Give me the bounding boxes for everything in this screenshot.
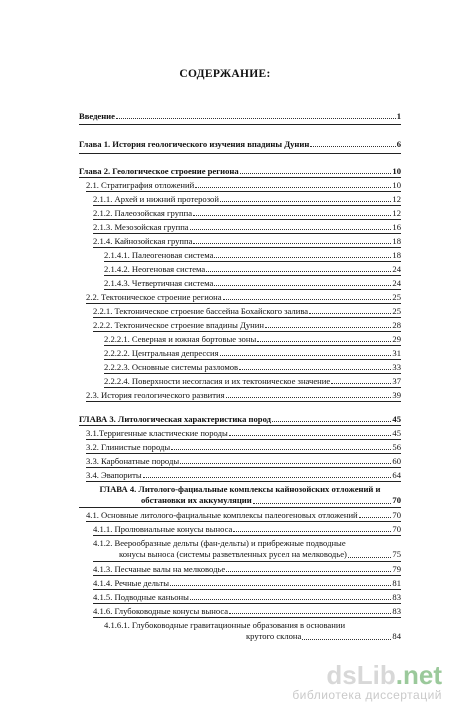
toc-entry-2-2-2-2[interactable]: 2.2.2.2. Центральная депрессия 31 — [104, 348, 401, 358]
toc-entry-2-2-1[interactable]: 2.2.1. Тектоническое строение бассейна Бохайского залива 25 — [93, 306, 401, 316]
watermark-logo: dsLib.net — [326, 660, 442, 690]
entry-underline — [104, 359, 401, 360]
toc-entry-2-1-4-1[interactable]: 2.1.4.1. Палеогеновая система 18 — [104, 250, 401, 260]
entry-underline — [93, 331, 401, 332]
entry-underline — [93, 603, 401, 604]
entry-underline — [93, 575, 401, 576]
entry-underline — [93, 589, 401, 590]
entry-label-line-1: 4.1.2. Веерообразные дельты (фан-дельты) и прибрежные подводные — [93, 538, 346, 548]
entry-underline — [86, 191, 401, 192]
entry-underline — [86, 303, 401, 304]
entry-underline — [93, 561, 401, 562]
entry-underline — [79, 425, 401, 426]
entry-underline — [86, 521, 401, 522]
entry-underline — [86, 401, 401, 402]
toc-entry-3-4[interactable]: 3.4. Эвапориты 64 — [86, 470, 401, 480]
toc-entry-4-1-6[interactable]: 4.1.6. Глубоководные конусы выноса 83 — [93, 606, 401, 616]
toc-entry-3-2[interactable]: 3.2. Глинистые породы 56 — [86, 442, 401, 452]
toc-entry-2-1-4[interactable]: 2.1.4. Кайнозойская группа 18 — [93, 236, 401, 246]
entry-label-line-2: обстановки их аккумуляции 70 — [141, 495, 401, 505]
entry-underline — [93, 233, 401, 234]
toc-entry-2-2-2[interactable]: 2.2.2. Тектоническое строение впадины Дунин 28 — [93, 320, 401, 330]
entry-underline — [104, 261, 401, 262]
toc-entry-2-1-4-2[interactable]: 2.1.4.2. Неогеновая система 24 — [104, 264, 401, 274]
entry-underline — [86, 439, 401, 440]
entry-underline — [93, 535, 401, 536]
toc-entry-2-3[interactable]: 2.3. История геологического развития 39 — [86, 390, 401, 400]
entry-underline — [104, 275, 401, 276]
entry-underline — [93, 617, 401, 618]
toc-entry-2-1-3[interactable]: 2.1.3. Мезозойская группа 16 — [93, 222, 401, 232]
watermark-subtitle: библиотека диссертаций — [292, 688, 442, 702]
entry-underline — [86, 453, 401, 454]
toc-entry-4-1-4[interactable]: 4.1.4. Речные дельты 81 — [93, 578, 401, 588]
section-divider — [79, 177, 401, 178]
entry-label-line-1: 4.1.6.1. Глубоководные гравитационные образования в основании — [104, 620, 346, 630]
entry-underline — [93, 219, 401, 220]
section-divider — [79, 124, 401, 125]
entry-underline — [104, 387, 401, 388]
toc-entry-4-1-3[interactable]: 4.1.3. Песчаные валы на мелководье 79 — [93, 564, 401, 574]
section-divider — [79, 153, 401, 154]
toc-entry-2-1[interactable]: 2.1. Стратиграфия отложений 10 — [86, 180, 401, 190]
toc-entry-introduction[interactable]: Введение 1 — [79, 111, 401, 121]
toc-entry-2-1-2[interactable]: 2.1.2. Палеозойская группа 12 — [93, 208, 401, 218]
entry-underline — [86, 467, 401, 468]
toc-entry-4-1-1[interactable]: 4.1.1. Пролювиальные конусы выноса 70 — [93, 524, 401, 534]
entry-underline — [93, 317, 401, 318]
entry-underline — [104, 289, 401, 290]
page-title: СОДЕРЖАНИЕ: — [179, 68, 271, 80]
toc-entry-chapter-3[interactable]: ГЛАВА 3. Литологическая характеристика пород 45 — [79, 414, 401, 424]
toc-entry-chapter-1[interactable]: Глава 1. История геологического изучения впадины Дунин 6 — [79, 139, 401, 149]
entry-underline — [86, 481, 401, 482]
entry-underline — [79, 507, 401, 508]
entry-underline — [93, 205, 401, 206]
toc-entry-4-1-6-1[interactable] — [104, 620, 401, 642]
entry-underline — [93, 247, 401, 248]
entry-underline — [104, 373, 401, 374]
toc-entry-chapter-4[interactable] — [79, 484, 401, 506]
toc-entry-4-1[interactable]: 4.1. Основные литолого-фациальные комплексы палеогеновых отложений 70 — [86, 510, 401, 520]
entry-label-line-1: ГЛАВА 4. Литолого-фациальные комплексы кайнозойских отложений и — [99, 484, 381, 494]
toc-entry-3-1[interactable]: 3.1.Терригенные кластические породы 45 — [86, 428, 401, 438]
entry-label-line-2: крутого склона 84 — [246, 631, 401, 641]
toc-entry-2-2[interactable]: 2.2. Тектоническое строение региона 25 — [86, 292, 401, 302]
entry-label-line-2: конусы выноса (системы разветвленных русел на мелководье) 75 — [119, 549, 401, 559]
entry-underline — [104, 345, 401, 346]
toc-entry-2-2-2-3[interactable]: 2.2.2.3. Основные системы разломов 33 — [104, 362, 401, 372]
toc-entry-4-1-5[interactable]: 4.1.5. Подводные каньоны 83 — [93, 592, 401, 602]
watermark — [292, 662, 442, 702]
toc-entry-3-3[interactable]: 3.3. Карбонатные породы 60 — [86, 456, 401, 466]
toc-entry-2-1-1[interactable]: 2.1.1. Архей и нижний протерозой 12 — [93, 194, 401, 204]
toc-entry-2-2-2-1[interactable]: 2.2.2.1. Северная и южная бортовые зоны 29 — [104, 334, 401, 344]
toc-entry-chapter-2[interactable]: Глава 2. Геологическое строение региона 10 — [79, 166, 401, 176]
toc-entry-2-1-4-3[interactable]: 2.1.4.3. Четвертичная система 24 — [104, 278, 401, 288]
toc-entry-4-1-2[interactable] — [93, 538, 401, 560]
toc-entry-2-2-2-4[interactable]: 2.2.2.4. Поверхности несогласия и их тектоническое значение 37 — [104, 376, 401, 386]
